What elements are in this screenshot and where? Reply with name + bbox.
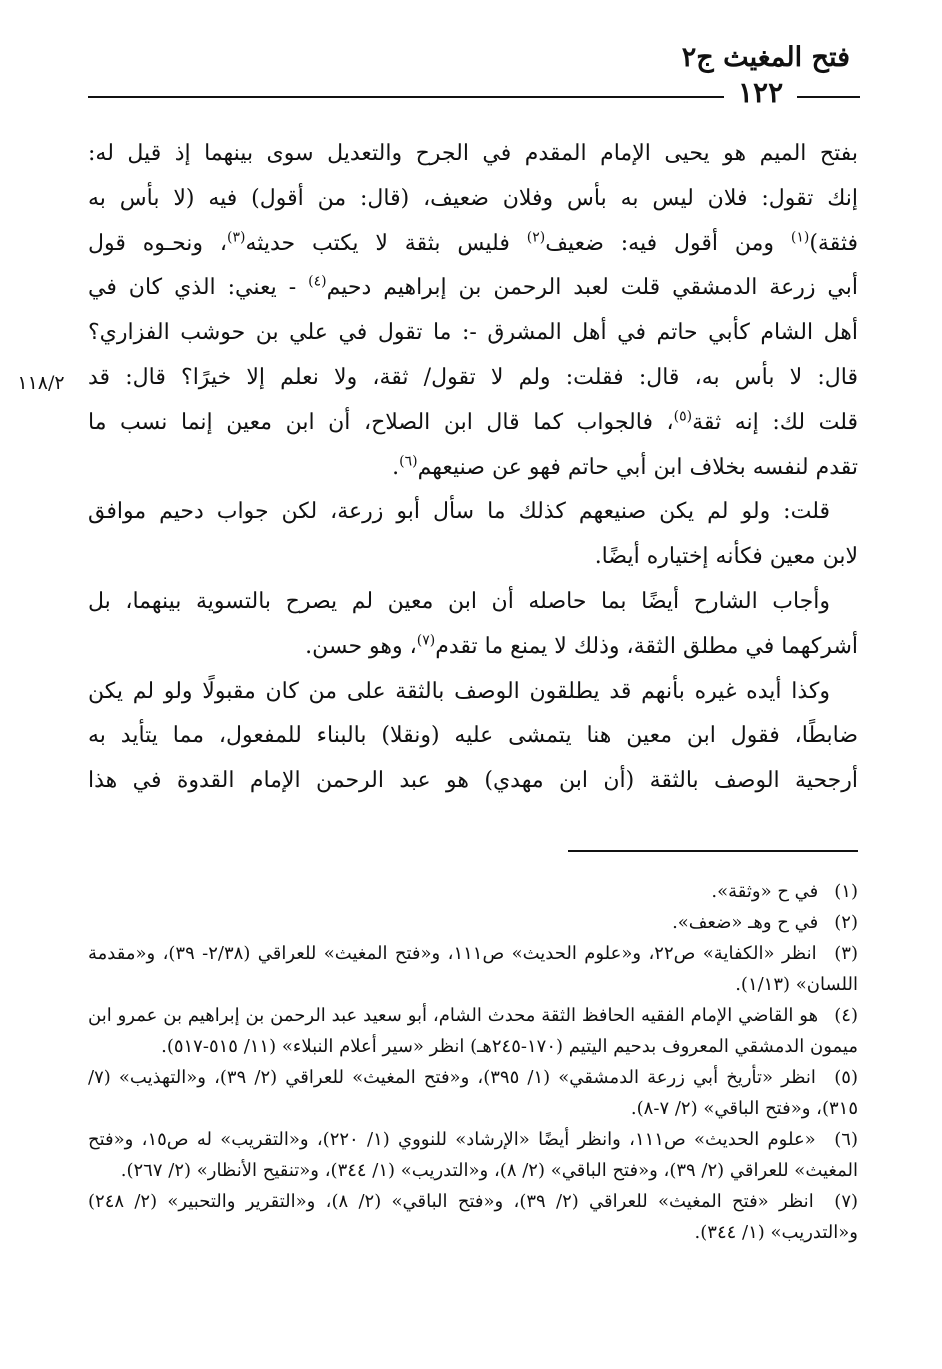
footnote <box>88 876 858 907</box>
footnote-text: في ح «وثقة». <box>711 881 819 902</box>
footnote-number: (١) <box>834 881 858 902</box>
text-line: أرجحية الوصف بالثقة (أن ابن مهدي) هو عبد الرحمن الإمام القدوة في هذا <box>88 768 858 794</box>
footnote-number: (٢) <box>834 912 858 933</box>
footnote-number: (٥) <box>834 1067 858 1088</box>
footnote-number: (٣) <box>834 943 858 964</box>
footnote-marker: (٤) <box>308 274 327 291</box>
running-title: فتح المغيث ج٢ <box>681 42 850 73</box>
text-line: أهل الشام كأبي حاتم في أهل المشرق -: ما تقول في علي بن حوشب الفزاري؟ <box>88 320 858 346</box>
text-line: ضابطًا، فقول ابن معين هنا يتمشى عليه (ونقلا) بالبناء للمفعول، مما يتأيد به <box>88 723 858 749</box>
footnote-text: انظر «فتح المغيث» للعراقي (٢/ ٣٩)، و«فتح الباقي» (٢/ ٨)، و«التقرير والتحبير» (٢/ ٢٤٨) و«التدريب» (١/ ٣٤٤). <box>88 1191 858 1243</box>
footnote-marker: (٥) <box>673 408 693 425</box>
main-text <box>88 132 858 804</box>
footnote <box>88 907 858 938</box>
footnote-marker: (٣) <box>226 229 246 246</box>
footnote <box>88 938 858 1000</box>
footnote-separator <box>568 850 858 852</box>
footnote-text: انظر «تأريخ أبي زرعة الدمشقي» (١/ ٣٩٥)، و«فتح المغيث» للعراقي (٢/ ٣٩)، و«التهذيب» (٧/ ٣١٥)، و«فتح الباقي» (٢/ ٧-٨). <box>88 1067 858 1119</box>
text-line: وكذا أيده غيره بأنهم قد يطلقون الوصف بالثقة على من كان مقبولًا ولو لم يكن <box>88 678 830 704</box>
footnote-marker: (٦) <box>399 453 418 470</box>
margin-reference: ١١٨/٢ <box>17 372 65 394</box>
footnote-number: (٧) <box>834 1191 859 1212</box>
footnote-text: «علوم الحديث» ص١١١، وانظر أيضًا «الإرشاد» للنووي (١/ ٢٢٠)، و«التقريب» له ص١٥، و«فتح المغيث» للعراقي (٢/ ٣٩)، و«فتح الباقي» (٢/ ٨)، و«التدريب» (١/ ٣٤٤)، و«تنقيح الأنظار» (٢/ ٢٦٧). <box>88 1129 858 1181</box>
text-line: لابن معين فكأنه إختياره أيضًا. <box>594 544 858 570</box>
text-line: فثقة)$^{(١)}$ ومن أقول فيه: ضعيف$^{(٢)}$ فليس بثقة لا يكتب حديثه$^{(٣)}$، ونحـوه قول <box>88 229 858 256</box>
text-line: أبي زرعة الدمشقي قلت لعبد الرحمن بن إبراهيم دحيم$^{(٤)}$ - يعني: الذي كان في <box>88 274 858 301</box>
text-line: تقدم لنفسه بخلاف ابن أبي حاتم فهو عن صنيعهم$^{(٦)}$. <box>392 453 858 480</box>
text-line: إنك تقول: فلان ليس به بأس وفلان ضعيف، (قال: من أقول) فيه (لا بأس به <box>88 185 858 211</box>
footnote-text: هو القاضي الإمام الفقيه الحافظ الثقة محدث الشام، أبو سعيد عبد الرحمن بن إبراهيم بن عمرو ابن ميمون الدمشقي المعروف بدحيم اليتيم (١٧٠-٢٤٥هـ) انظر «سير أعلام النبلاء» (١١/ ٥١٥-٥١٧). <box>88 1005 858 1057</box>
footnote <box>88 1124 858 1186</box>
footnote-text: في ح وهـ «ضعف». <box>672 912 819 933</box>
footnote-marker: (١) <box>790 229 810 246</box>
footnotes <box>88 876 858 1248</box>
footnote-number: (٦) <box>834 1129 858 1150</box>
footnote <box>88 1186 858 1248</box>
footnote-marker: (٢) <box>526 229 546 246</box>
text-line: قلت لك: إنه ثقة$^{(٥)}$، فالجواب كما قال ابن الصلاح، أن ابن معين إنما نسب ما <box>88 408 858 435</box>
text-line: أشركهما في مطلق الثقة، وذلك لا يمنع ما تقدم$^{(٧)}$، وهو حسن. <box>305 632 858 659</box>
text-line: قال: لا بأس به، قال: فقلت: ولم لا تقول/ ثقة، ولا نعلم إلا خيرًا؟ قال: قد <box>88 364 858 390</box>
footnote-number: (٤) <box>834 1005 858 1026</box>
text-line: قلت: ولو لم يكن صنيعهم كذلك ما سأل أبو زرعة، لكن جواب دحيم موافق <box>88 499 830 525</box>
text-line: وأجاب الشارح أيضًا بما حاصله أن ابن معين لم يصرح بالتسوية بينهما، بل <box>88 588 830 614</box>
footnote <box>88 1000 858 1062</box>
footnote <box>88 1062 858 1124</box>
footnote-marker: (٧) <box>416 632 436 649</box>
text-line: بفتح الميم هو يحيى الإمام المقدم في الجرح والتعديل سوى بينهما إذ قيل له: <box>88 141 858 166</box>
page-number: ١٢٢ <box>724 76 797 109</box>
footnote-text: انظر «الكفاية» ص٢٢، و«علوم الحديث» ص١١١، و«فتح المغيث» للعراقي (٢/٣٨- ٣٩)، و«مقدمة اللسان» (١/١٣). <box>88 943 858 995</box>
